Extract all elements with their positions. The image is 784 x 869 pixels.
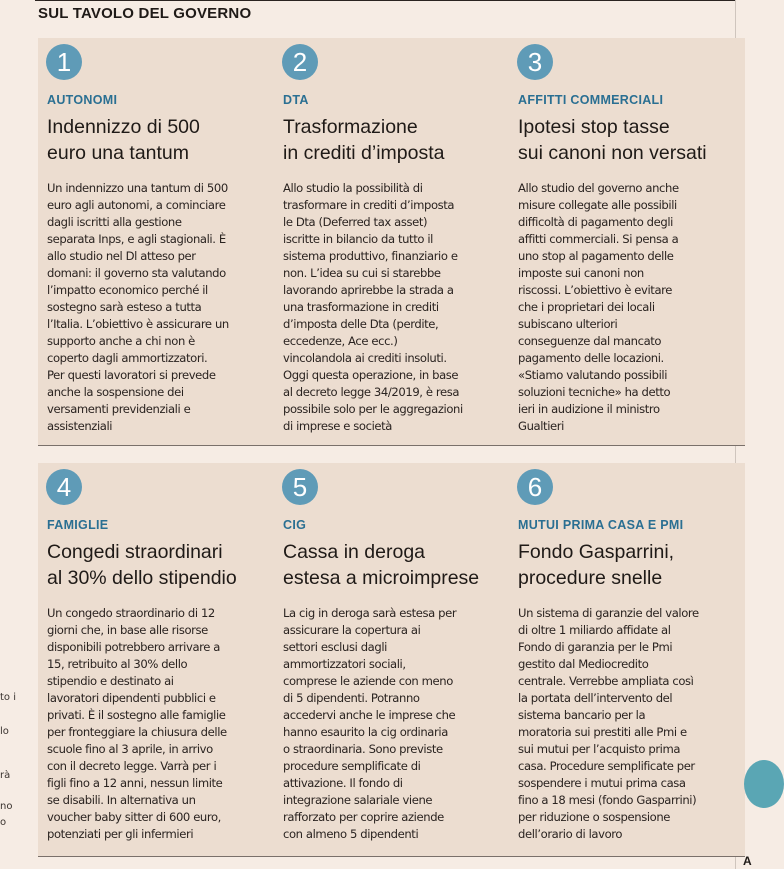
card-category: MUTUI PRIMA CASA E PMI (518, 518, 684, 532)
card-headline: Indennizzo di 500 euro una tantum (47, 116, 200, 164)
card-headline: Ipotesi stop tasse sui canoni non versati (518, 116, 707, 164)
card-body: Allo studio la possibilità di trasformare in crediti d’imposta le Dta (Deferred tax asset) iscritte in bilancio da tutto il sistema produttivo, finanziario e non. L’idea su cui si starebbe lavorando aprirebbe la strada a una trasformazione in crediti d’imposta delle Dta (perdite, eccedenze, Ace ecc.) vincolandola ai crediti insoluti. Oggi questa operazione, in base al decreto legge 34/2019, è resa possibile solo per le aggregazioni di imprese e società (283, 181, 463, 433)
top-rule (35, 0, 735, 1)
card-category: DTA (283, 93, 309, 107)
number-badge-icon: 1 (46, 44, 82, 80)
card-headline: Fondo Gasparrini, procedure snelle (518, 541, 675, 589)
card-cig (274, 463, 510, 857)
card-category: AUTONOMI (47, 93, 118, 107)
edge-fragment-text: lo (0, 726, 9, 737)
card-headline: Trasformazione in crediti d’imposta (283, 116, 445, 164)
edge-fragment-text: rà (0, 770, 11, 781)
edge-fragment-text: A (743, 854, 752, 868)
card-body: Un congedo straordinario di 12 giorni che, in base alle risorse disponibili potrebbero arrivare a 15, retribuito al 30% dello stipendio e destinato ai lavoratori dipendenti pubblici e privati. È il sostegno alle famiglie per fronteggiare la chiusura delle scuole fino al 3 aprile, in arrivo con il decreto legge. Varrà per i figli fino a 12 anni, nessun limite se disabili. In alternativa un voucher baby sitter di 600 euro, potenziati per gli infermieri (47, 606, 227, 841)
card-dta (274, 38, 510, 446)
card-body: Allo studio del governo anche misure collegate alle possibili difficoltà di pagamento degli affitti commerciali. Si pensa a uno stop al pagamento delle imposte sui canoni non riscossi. L’obiettivo è evitare che i proprietari dei locali subiscano ulteriori conseguenze dal mancato pagamento delle locazioni. «Stiamo valutando possibili soluzioni tecniche» ha detto ieri in audizione il ministro Gualtieri (518, 181, 679, 433)
section-title: SUL TAVOLO DEL GOVERNO (38, 5, 252, 22)
number-badge-icon: 4 (46, 469, 82, 505)
card-category: FAMIGLIE (47, 518, 109, 532)
edge-fragment-text: to i (0, 692, 16, 703)
number-badge-icon: 3 (517, 44, 553, 80)
card-category: AFFITTI COMMERCIALI (518, 93, 664, 107)
number-badge-icon: 6 (517, 469, 553, 505)
card-autonomi (38, 38, 274, 446)
card-body: La cig in deroga sarà estesa per assicurare la copertura ai settori esclusi dagli ammortizzatori sociali, comprese le aziende con meno di 5 dipendenti. Potranno accedervi anche le imprese che hanno esaurito la cig ordinaria o straordinaria. Sono previste procedure semplificate di attivazione. Il fondo di integrazione salariale viene rafforzato per coprire aziende con almeno 5 dipendenti (283, 606, 457, 841)
card-famiglie (38, 463, 274, 857)
card-mutui-prima-casa (509, 463, 745, 857)
card-headline: Congedi straordinari al 30% dello stipendio (47, 541, 237, 589)
edge-circle-icon (744, 760, 784, 808)
card-category: CIG (283, 518, 307, 532)
number-badge-icon: 2 (282, 44, 318, 80)
edge-fragment-text: o (0, 817, 7, 828)
edge-fragment-text: no (0, 801, 13, 812)
number-badge-icon: 5 (282, 469, 318, 505)
card-body: Un sistema di garanzie del valore di oltre 1 miliardo affidate al Fondo di garanzia per le Pmi gestito dal Mediocredito centrale. Verrebbe ampliata così la portata dell’intervento del sistema bancario per la moratoria sui prestiti alle Pmi e sui mutui per l’acquisto prima casa. Procedure semplificate per sospendere i mutui prima casa fino a 18 mesi (fondo Gasparrini) per riduzione o sospensione dell’orario di lavoro (518, 606, 699, 841)
card-affitti-commerciali (509, 38, 745, 446)
card-body: Un indennizzo una tantum di 500 euro agli autonomi, a cominciare dagli iscritti alla gestione separata Inps, e agli stagionali. È allo studio nel Dl atteso per domani: il governo sta valutando l’impatto economico perché il sostegno sarà esteso a tutta l’Italia. L’obiettivo è assicurare un supporto anche a chi non è coperto dagli ammortizzatori. Per questi lavoratori si prevede anche la sospensione dei versamenti previdenziali e assistenziali (47, 181, 229, 433)
card-headline: Cassa in deroga estesa a microimprese (283, 541, 480, 589)
